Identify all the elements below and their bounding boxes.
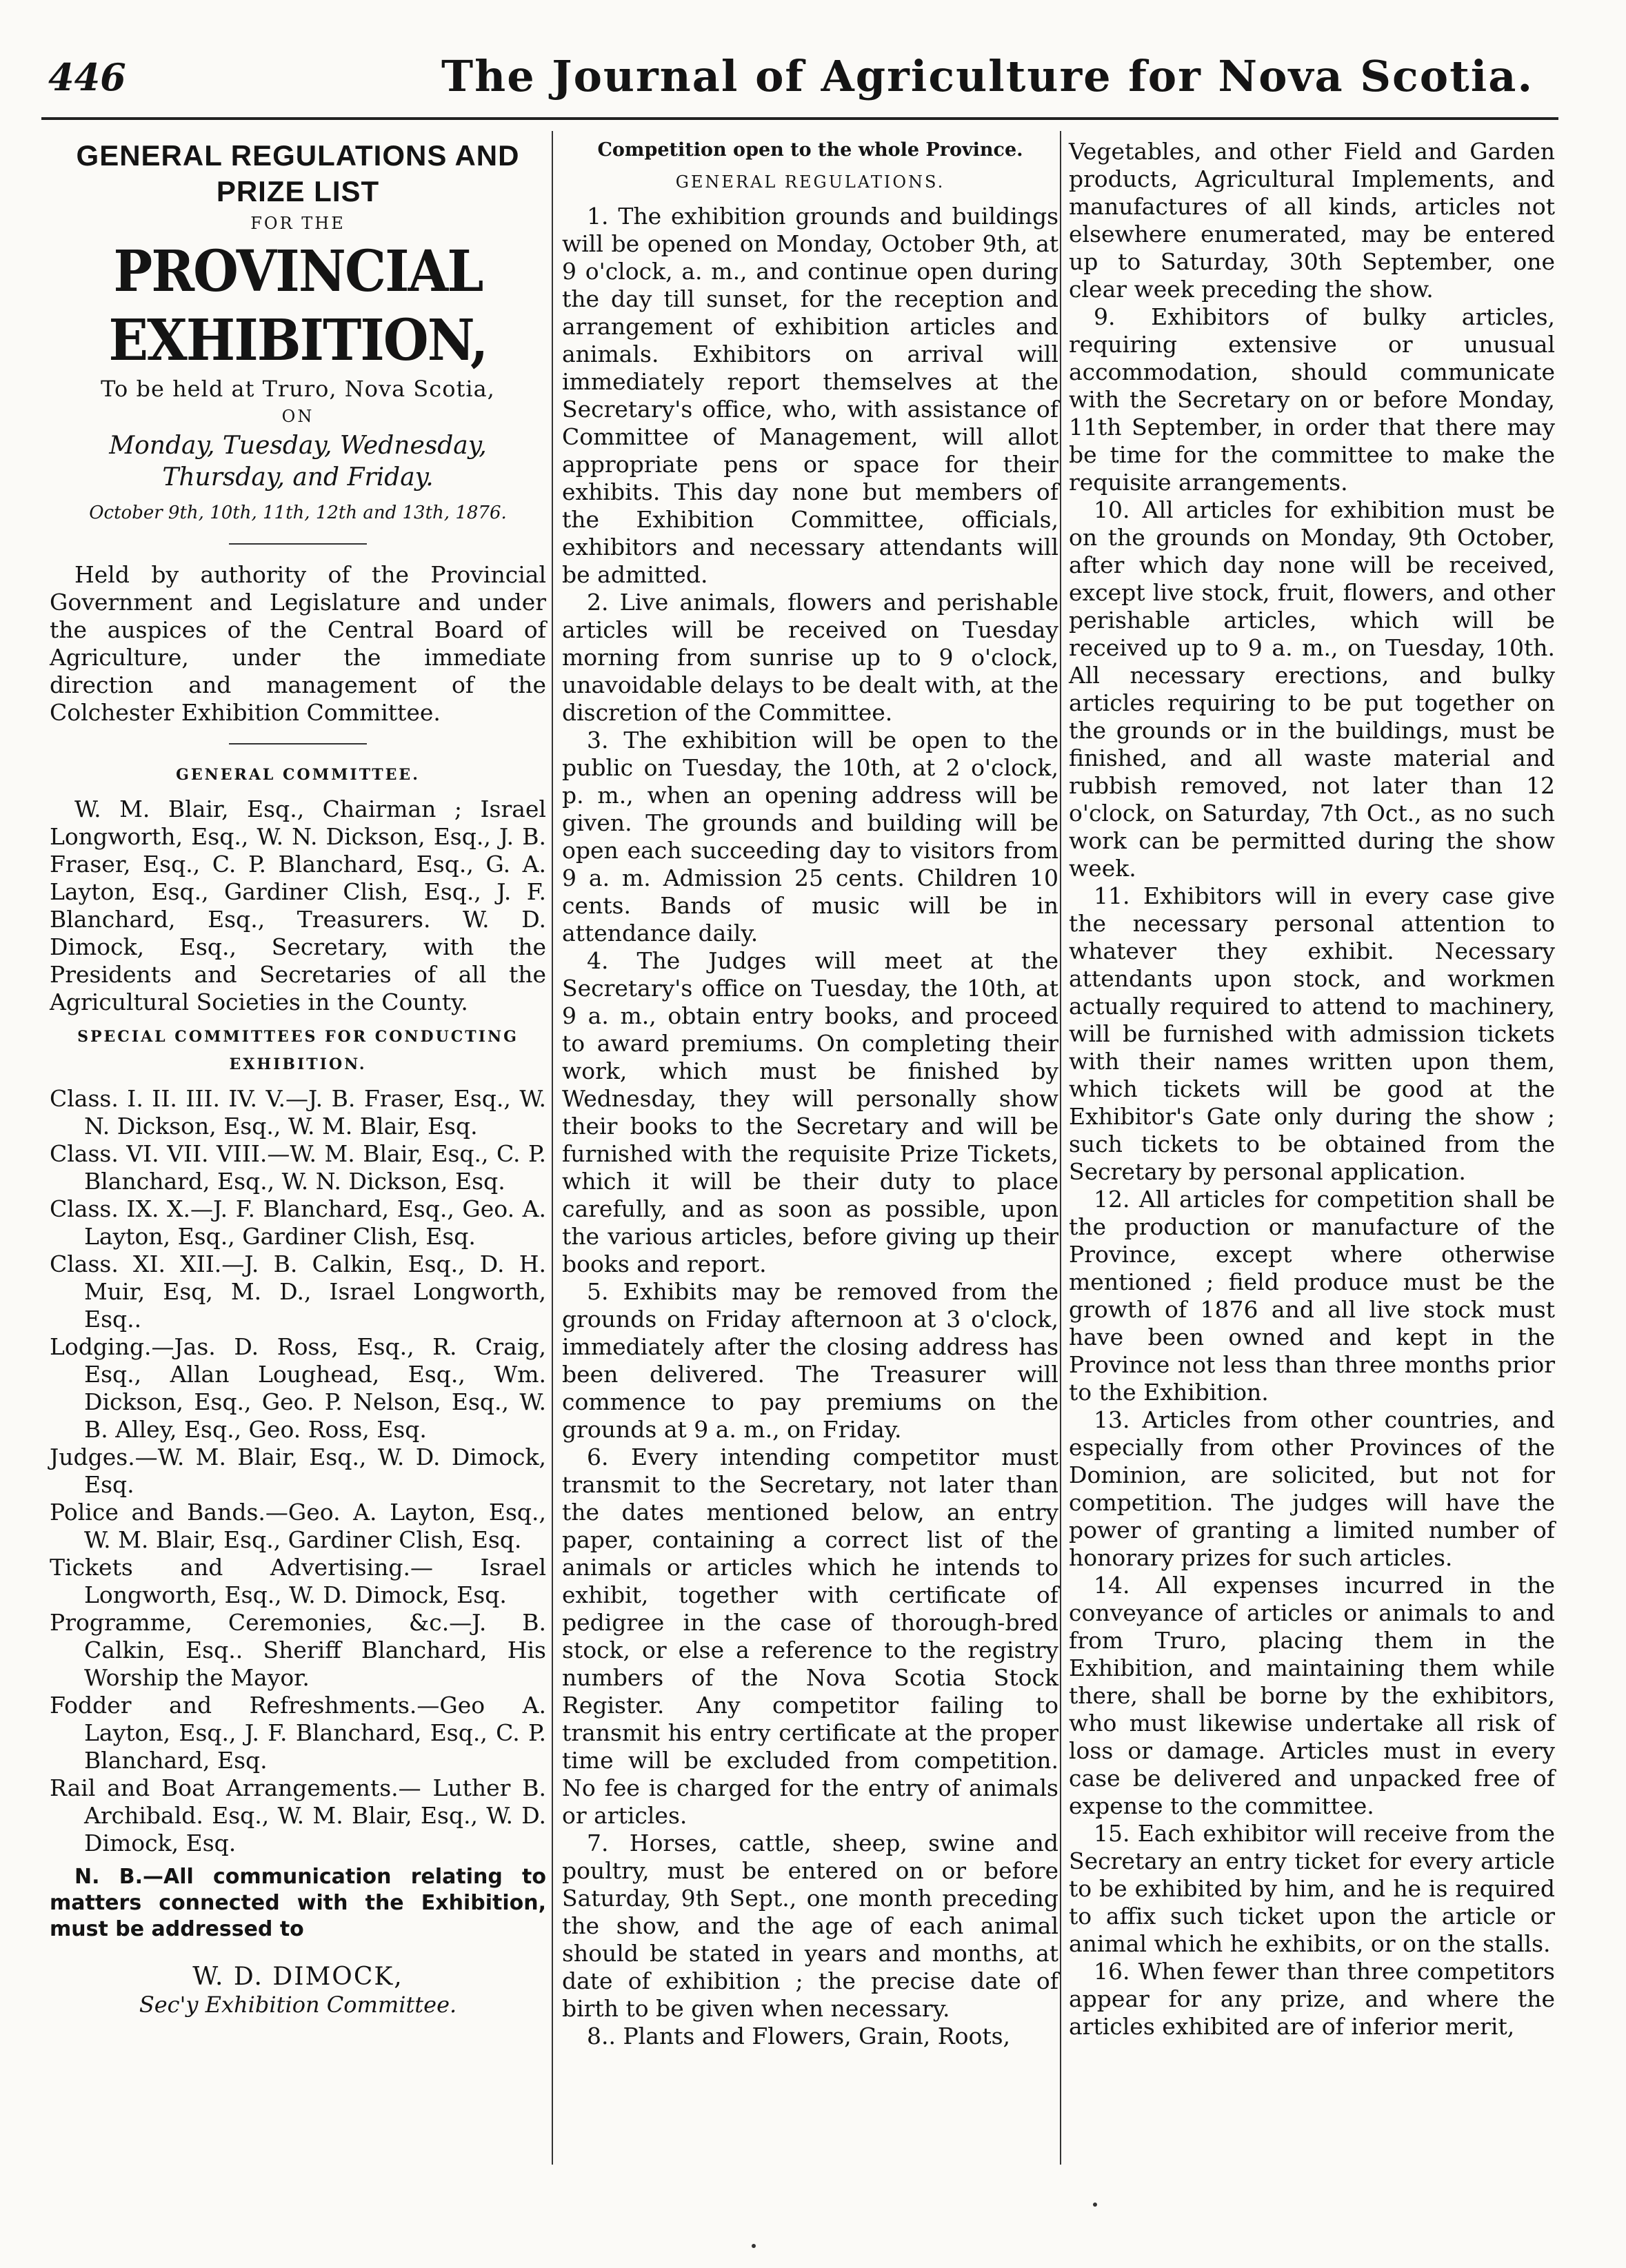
committee-entry: Class. I. II. III. IV. V.—J. B. Fraser, Esq., W. N. Dickson, Esq., W. M. Blair, Esq. <box>50 1085 546 1140</box>
special-committees-heading: SPECIAL COMMITTEES FOR CONDUCTING EXHIBITION. <box>77 1028 519 1073</box>
signature-name: W. D. DIMOCK, <box>192 1963 403 1991</box>
competition-heading: Competition open to the whole Province. <box>597 139 1023 161</box>
column-divider <box>1060 131 1061 2165</box>
page-header <box>28 41 1565 117</box>
regulations-title: GENERAL REGULATIONS AND PRIZE LIST <box>76 139 520 207</box>
committee-entry: Police and Bands.—Geo. A. Layton, Esq., W. M. Blair, Esq., Gardiner Clish, Esq. <box>50 1499 546 1553</box>
intro-paragraph: Held by authority of the Provincial Government and Legislature and under the auspices of the Central Board of Agriculture, under the immediate direction and management of the Colchester Exhibition Committee. <box>50 561 546 726</box>
regulation-paragraph: 12. All articles for competition shall be the production or manufacture of the Province, except where otherwise mentioned ; field produce must be the growth of 1876 and all live stock must have been owned and kept in the Province not less than three months prior to the Exhibition. <box>1069 1186 1555 1406</box>
general-regulations-heading: GENERAL REGULATIONS. <box>675 172 945 192</box>
nb-notice: N. B.—All communication relating to matters connected with the Exhibition, must be addressed to <box>50 1865 546 1941</box>
exhibition-days: Monday, Tuesday, Wednesday, Thursday, and Friday. <box>109 432 487 492</box>
regulation-paragraph: 7. Horses, cattle, sheep, swine and poultry, must be entered on or before Saturday, 9th Sept., one month preceding the show, and the age of each animal should be stated in years and months, at date of exhibition ; the precise date of birth to be given when necessary. <box>562 1830 1058 2022</box>
column-3 <box>1069 138 1555 2041</box>
regulation-paragraph: 10. All articles for exhibition must be on the grounds on Monday, 9th October, after which day none will be received, except live stock, fruit, flowers, and other perishable articles, which will be received up to 9 a. m., on Tuesday, 10th. All necessary erections, and bulky articles requiring to be put together on the grounds or in the buildings, must be finished, and all waste material and rubbish removed, not later than 12 o'clock, on Saturday, 7th Oct., as no such work can be permitted during the show week. <box>1069 496 1555 882</box>
regulation-paragraph: 14. All expenses incurred in the conveyance of articles or animals to and from Truro, placing them in the Exhibition, and maintaining them while there, shall be borne by the exhibitors, who must likewise undertake all risk of loss or damage. Articles must in every case be delivered and unpacked free of expense to the committee. <box>1069 1572 1555 1819</box>
regulation-paragraph: 8.. Plants and Flowers, Grain, Roots, <box>587 2023 1011 2049</box>
regulation-paragraph: 13. Articles from other countries, and especially from other Provinces of the Dominion, are solicited, but not for competition. The judges will have the power of granting a limited number of honorary prizes for such articles. <box>1069 1406 1555 1571</box>
ink-speck <box>1093 2203 1097 2207</box>
general-committee-heading: GENERAL COMMITTEE. <box>176 766 420 784</box>
regulation-paragraph: 3. The exhibition will be open to the public on Tuesday, the 10th, at 2 o'clock, p. m., when an opening address will be given. The grounds and building will be open each succeeding day to visitors from 9 a. m. Admission 25 cents. Children 10 cents. Bands of music will be in attendance daily. <box>562 727 1058 946</box>
committee-entry: Class. XI. XII.—J. B. Calkin, Esq., D. H. Muir, Esq, M. D., Israel Longworth, Esq.. <box>50 1251 546 1333</box>
committee-entry: Class. VI. VII. VIII.—W. M. Blair, Esq., C. P. Blanchard, Esq., W. N. Dickson, Esq. <box>50 1140 546 1195</box>
header-rule <box>41 117 1558 120</box>
journal-title: The Journal of Agriculture for Nova Scotia. <box>441 51 1534 101</box>
signature-title: Sec'y Exhibition Committee. <box>139 1992 457 2018</box>
committee-entry: Lodging.—Jas. D. Ross, Esq., R. Craig, Esq., Allan Loughead, Esq., Wm. Dickson, Esq., Geo. P. Nelson, Esq., W. B. Alley, Esq., Geo. Ross, Esq. <box>50 1333 546 1443</box>
committee-entry: Tickets and Advertising.— Israel Longworth, Esq., W. D. Dimock, Esq. <box>50 1554 546 1608</box>
regulation-paragraph: 15. Each exhibitor will receive from the Secretary an entry ticket for every article to be exhibited by him, and he is required to affix such ticket upon the article or animal which he exhibits, or on the stalls. <box>1069 1820 1555 1957</box>
on-label: ON <box>281 407 314 426</box>
committee-entry: Fodder and Refreshments.—Geo A. Layton, Esq., J. F. Blanchard, Esq., C. P. Blanchard, Esq. <box>50 1692 546 1774</box>
exhibition-dates: October 9th, 10th, 11th, 12th and 13th, 1876. <box>89 503 507 523</box>
regulation-paragraph: 4. The Judges will meet at the Secretary's office on Tuesday, the 10th, at 9 a. m., obtain entry books, and proceed to award premiums. On completing their work, which must be finished by Wednesday, they will personally show their books to the Secretary and will be furnished with the requisite Prize Tickets, which it will be their duty to place carefully, and as soon as possible, upon the various articles, before giving up their books and report. <box>562 947 1058 1277</box>
exhibition-title: PROVINCIAL EXHIBITION, <box>108 239 488 374</box>
column-2 <box>562 138 1058 2050</box>
page-number: 446 <box>48 55 126 99</box>
column-1 <box>50 138 546 2018</box>
regulation-paragraph: 2. Live animals, flowers and perishable articles will be received on Tuesday morning from sunrise up to 9 o'clock, unavoidable delays to be dealt with, at the discretion of the Committee. <box>562 589 1058 726</box>
section-rule <box>229 743 367 745</box>
committee-entry: Programme, Ceremonies, &c.—J. B. Calkin, Esq.. Sheriff Blanchard, His Worship the Mayor. <box>50 1609 546 1691</box>
regulation-paragraph: 11. Exhibitors will in every case give the necessary personal attention to whatever they exhibit. Necessary attendants upon stock, and workmen actually required to attend to machinery, will be furnished with admission tickets with their names written upon them, which tickets will be good at the Exhibitor's Gate only during the show ; such tickets to be obtained from the Secretary by personal application. <box>1069 882 1555 1185</box>
column-divider <box>552 131 553 2165</box>
regulation-paragraph: Vegetables, and other Field and Garden products, Agricultural Implements, and manufactures of all kinds, articles not elsewhere enumerated, may be entered up to Saturday, 30th September, one clear week preceding the show. <box>1069 138 1555 303</box>
ink-speck <box>752 2244 756 2248</box>
regulation-paragraph: 1. The exhibition grounds and buildings will be opened on Monday, October 9th, at 9 o'clock, a. m., and continue open during the day till sunset, for the reception and arrangement of exhibition articles and animals. Exhibitors on arrival will immediately report themselves at the Secretary's office, who, with assistance of Committee of Management, will allot appropriate pens or space for their exhibits. This day none but members of the Exhibition Committee, officials, exhibitors and necessary attendants will be admitted. <box>562 203 1058 588</box>
committee-entry: Judges.—W. M. Blair, Esq., W. D. Dimock, Esq. <box>50 1444 546 1498</box>
regulation-paragraph: 9. Exhibitors of bulky articles, requiring extensive or unusual accommodation, should communicate with the Secretary on or before Monday, 11th September, in order that there may be time for the committee to make the requisite arrangements. <box>1069 303 1555 496</box>
regulation-paragraph: 6. Every intending competitor must transmit to the Secretary, not later than the dates mentioned below, an entry paper, containing a correct list of the animals or articles which he intends to exhibit, together with certificate of pedigree in the case of thorough-bred stock, or else a reference to the registry numbers of the Nova Scotia Stock Register. Any competitor failing to transmit his entry certificate at the proper time will be excluded from competition. No fee is charged for the entry of animals or articles. <box>562 1444 1058 1829</box>
regulation-paragraph: 5. Exhibits may be removed from the grounds on Friday afternoon at 3 o'clock, immediately after the closing address has been delivered. The Treasurer will commence to pay premiums on the grounds at 9 a. m., on Friday. <box>562 1278 1058 1443</box>
section-rule <box>229 543 367 545</box>
held-at-line: To be held at Truro, Nova Scotia, <box>101 376 495 402</box>
general-committee-list: W. M. Blair, Esq., Chairman ; Israel Longworth, Esq., W. N. Dickson, Esq., J. B. Fraser, Esq., C. P. Blanchard, Esq., G. A. Layton, Esq., Gardiner Clish, Esq., J. F. Blanchard, Esq., Treasurers. W. D. Dimock, Esq., Secretary, with the Presidents and Secretaries of all the Agricultural Societies in the County. <box>50 796 546 1015</box>
committee-entry: Rail and Boat Arrangements.— Luther B. Archibald. Esq., W. M. Blair, Esq., W. D. Dimock, Esq. <box>50 1774 546 1856</box>
regulation-paragraph: 16. When fewer than three competitors appear for any prize, and where the articles exhibited are of inferior merit, <box>1069 1958 1555 2040</box>
committee-entry: Class. IX. X.—J. F. Blanchard, Esq., Geo. A. Layton, Esq., Gardiner Clish, Esq. <box>50 1195 546 1250</box>
for-the-label: FOR THE <box>250 214 345 233</box>
